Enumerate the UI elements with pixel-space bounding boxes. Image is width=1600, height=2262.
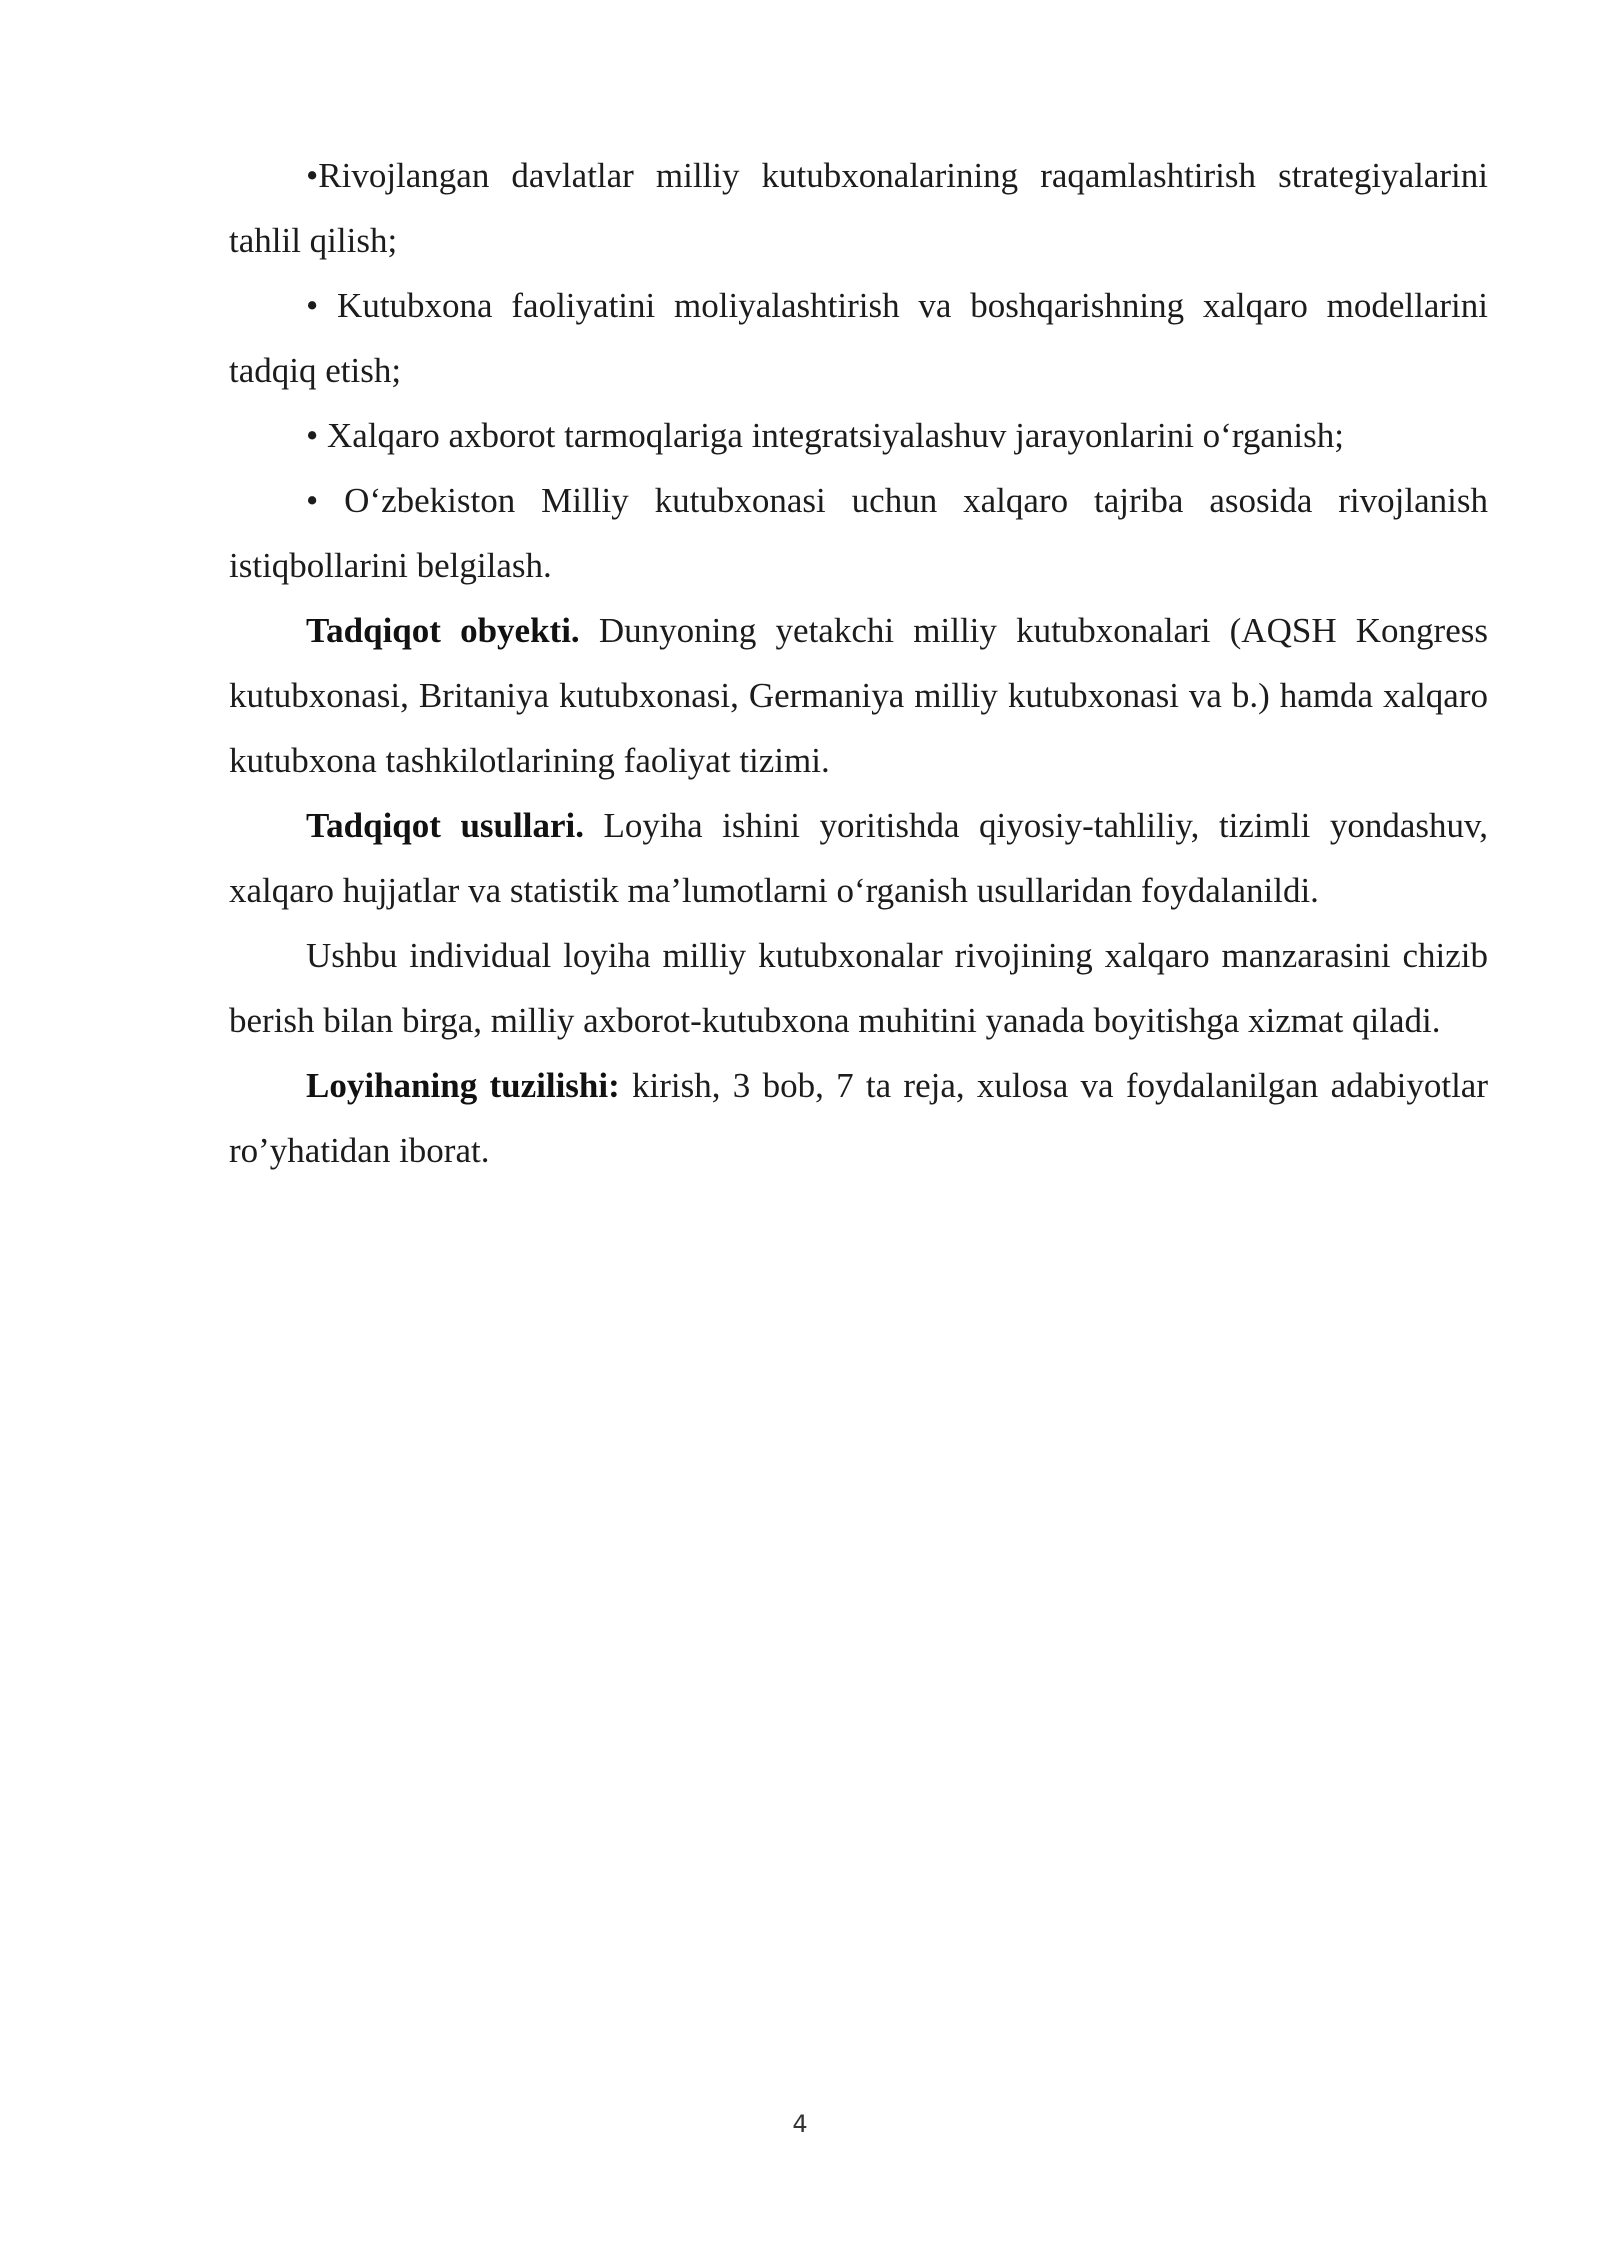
research-object-label: Tadqiqot obyekti.	[306, 611, 580, 650]
project-structure-label: Loyihaning tuzilishi:	[306, 1066, 620, 1105]
research-methods-paragraph	[229, 793, 1488, 923]
bullet-item-3: • Xalqaro axborot tarmoqlariga integratsiyalashuv jarayonlarini o‘rganish;	[306, 416, 1344, 455]
project-structure-text: kirish, 3 bob, 7 ta reja, xulosa va foydalanilgan adabiyotlar ro’yhatidan iborat.	[229, 1066, 1488, 1170]
project-structure-paragraph	[229, 1053, 1488, 1183]
bullet-item-4: • O‘zbekiston Milliy kutubxonasi uchun xalqaro tajriba asosida rivojlanish istiqbollarini belgilash.	[229, 481, 1488, 585]
research-object-paragraph	[229, 598, 1488, 793]
bullet-item-1: •Rivojlangan davlatlar milliy kutubxonalarining raqamlashtirish strategiyalarini tahlil qilish;	[229, 156, 1488, 260]
page-number: 4	[792, 2110, 808, 2138]
summary-paragraph: Ushbu individual loyiha milliy kutubxonalar rivojining xalqaro manzarasini chizib berish bilan birga, milliy axborot-kutubxona muhitini yanada boyitishga xizmat qiladi.	[229, 936, 1488, 1040]
research-methods-label: Tadqiqot usullari.	[306, 806, 584, 845]
research-methods-text: Loyiha ishini yoritishda qiyosiy-tahliliy, tizimli yondashuv, xalqaro hujjatlar va statistik ma’lumotlarni o‘rganish usullaridan foydalanildi.	[229, 806, 1488, 910]
bullet-item-2: • Kutubxona faoliyatini moliyalashtirish va boshqarishning xalqaro modellarini tadqiq etish;	[229, 286, 1488, 390]
research-object-text: Dunyoning yetakchi milliy kutubxonalari (AQSH Kongress kutubxonasi, Britaniya kutubxonasi, Germaniya milliy kutubxonasi va b.) hamda xalqaro kutubxona tashkilotlarining faoliyat tizimi.	[229, 611, 1488, 780]
page-body	[229, 143, 1488, 1183]
